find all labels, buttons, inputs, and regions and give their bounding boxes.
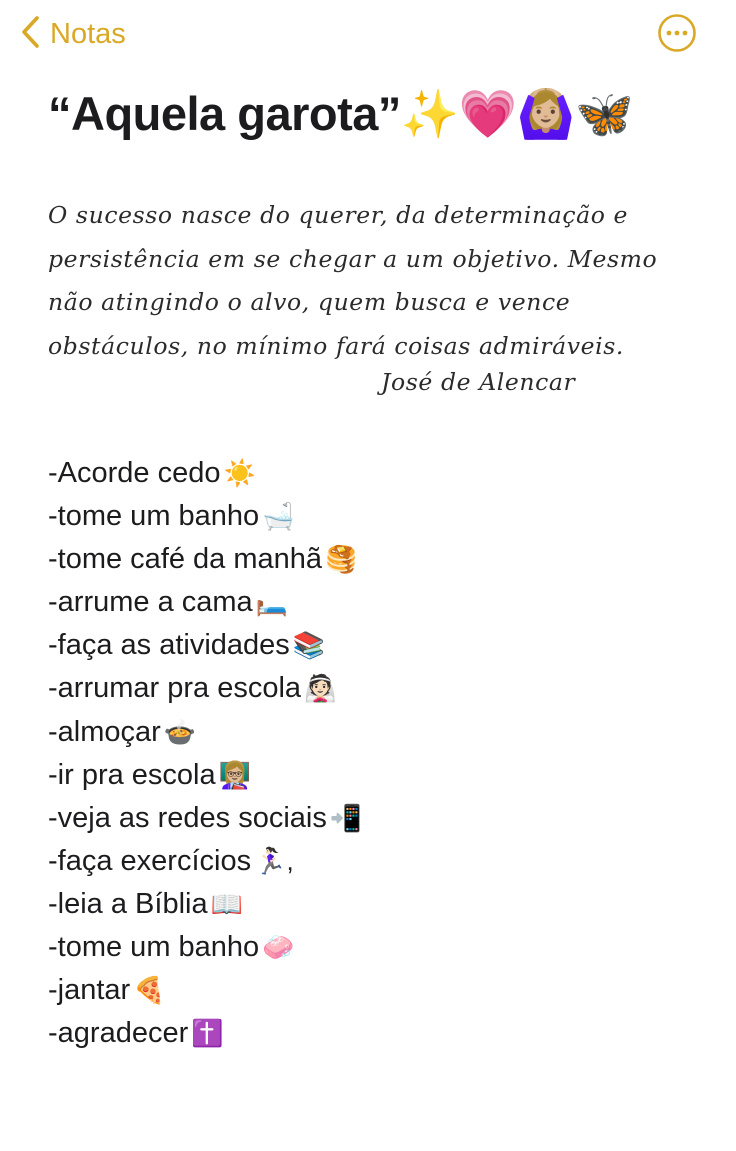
quote-text[interactable] — [48, 194, 688, 368]
sun-icon: ☀️ — [223, 458, 256, 488]
item-text: -ir pra escola — [48, 758, 216, 791]
quote-author[interactable]: José de Alencar — [381, 368, 576, 396]
checklist-item[interactable] — [48, 840, 362, 883]
teacher-icon: 👩🏼‍🏫 — [218, 759, 251, 790]
pancakes-icon: 🥞 — [325, 544, 358, 575]
more-options-button[interactable] — [657, 13, 697, 53]
item-text: -faça exercícios — [48, 844, 252, 877]
pizza-icon: 🍕 — [133, 975, 166, 1006]
checklist-item[interactable] — [48, 797, 362, 840]
checklist-item[interactable] — [48, 969, 362, 1012]
woman-running-icon: 🏃🏻‍♀️, — [254, 845, 294, 876]
item-text: -tome um banho — [48, 500, 260, 533]
quote-line: persistência em se chegar a um objetivo. Mesmo — [48, 244, 658, 273]
soap-icon: 🧼 — [262, 932, 295, 963]
item-text: -faça as atividades — [48, 629, 290, 662]
checklist-item[interactable] — [48, 495, 362, 538]
checklist-item[interactable] — [48, 1012, 362, 1055]
quote-line: obstáculos, no mínimo fará coisas admiráveis. — [48, 331, 624, 360]
checklist-item[interactable] — [48, 926, 362, 969]
open-book-icon: 📖 — [210, 888, 243, 919]
bed-icon: 🛏️ — [255, 587, 289, 618]
quote-line: não atingindo o alvo, quem busca e vence — [48, 288, 571, 316]
item-text: -leia a Bíblia — [48, 887, 208, 920]
person-with-veil-icon: 👰🏻 — [304, 673, 337, 704]
latin-cross-icon: ✝️ — [191, 1018, 224, 1049]
item-text: -Acorde cedo — [48, 457, 221, 489]
item-text: -tome um banho — [48, 931, 260, 964]
item-text: -arrumar pra escola — [48, 672, 302, 705]
checklist-item[interactable] — [48, 538, 362, 581]
checklist-item[interactable] — [48, 883, 362, 926]
item-text: -tome café da manhã — [48, 543, 323, 576]
navigation-bar — [0, 0, 736, 70]
checklist — [48, 452, 362, 1055]
item-text: -arrume a cama — [48, 586, 253, 619]
item-text: -jantar — [48, 974, 131, 1007]
checklist-item[interactable] — [48, 452, 362, 495]
checklist-item[interactable] — [48, 624, 362, 667]
chevron-left-icon — [20, 15, 40, 54]
quote-line: O sucesso nasce do querer, da determinação e — [48, 201, 629, 229]
item-text: -almoçar — [48, 715, 161, 748]
books-icon: 📚 — [292, 630, 326, 661]
checklist-item[interactable] — [48, 581, 362, 624]
item-text: -agradecer — [48, 1017, 189, 1050]
item-text: -veja as redes sociais — [48, 801, 327, 834]
pot-of-food-icon: 🍲 — [163, 716, 197, 747]
ellipsis-circle-icon — [657, 13, 697, 53]
checklist-item[interactable] — [48, 667, 362, 710]
checklist-item[interactable] — [48, 754, 362, 797]
back-button[interactable] — [20, 14, 126, 54]
mobile-phone-arrow-icon: 📲 — [329, 802, 363, 833]
note-title[interactable]: “Aquela garota”✨💗🙆🏼‍♀️🦋 — [48, 87, 633, 140]
back-label: Notas — [50, 17, 126, 50]
bathtub-icon: 🛁 — [262, 501, 295, 532]
checklist-item[interactable] — [48, 711, 362, 754]
